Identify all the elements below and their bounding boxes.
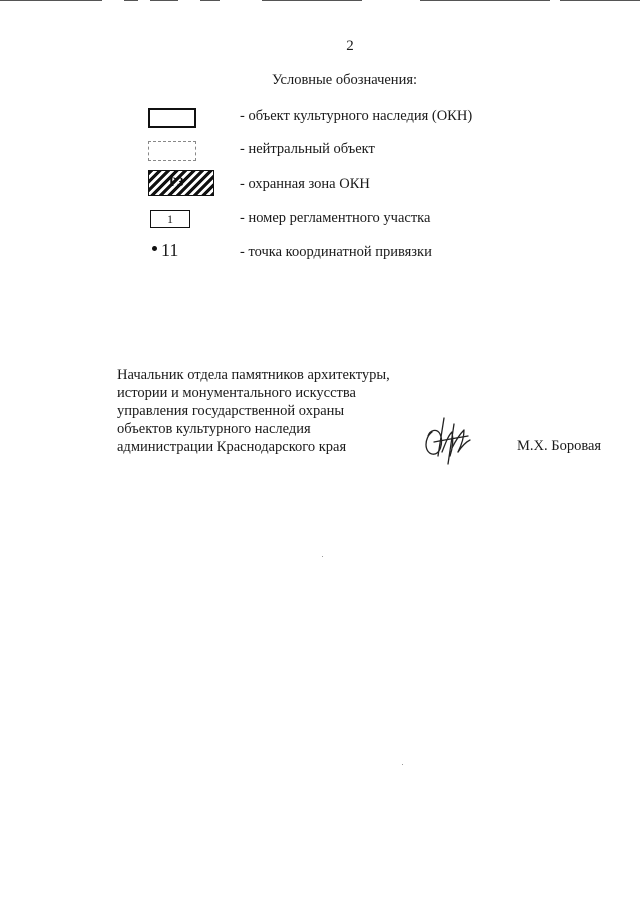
neutral-object-symbol (148, 141, 196, 161)
legend-item-protection-zone (0, 170, 640, 200)
scan-artifact-line (262, 0, 362, 1)
point-number: 11 (161, 240, 179, 260)
scan-speck (322, 556, 323, 557)
signer-name: М.Х. Боровая (517, 438, 602, 454)
legend-item-okn (0, 108, 640, 138)
zone-symbol-label: Р3 (169, 174, 184, 189)
legend-label: - точка координатной привязки (240, 244, 432, 260)
legend-label: - номер регламентного участка (240, 210, 431, 226)
legend-title: Условные обозначения: (272, 72, 418, 88)
position-line: управления государственной охраны (117, 403, 345, 419)
legend-item-neutral (0, 141, 640, 171)
legend-label: - нейтральный объект (240, 141, 375, 157)
legend-label: - объект культурного наследия (ОКН) (240, 108, 473, 124)
position-line: администрации Краснодарского края (117, 439, 347, 455)
position-line: объектов культурного наследия (117, 421, 311, 437)
position-line: Начальник отдела памятников архитектуры, (117, 367, 390, 383)
legend-label: - охранная зона ОКН (240, 176, 370, 192)
scan-artifact-line (420, 0, 550, 1)
hatched-zone-symbol (148, 170, 214, 196)
legend-item-plot-number (0, 210, 640, 240)
scan-artifact-line (124, 0, 138, 1)
scan-artifact-line (150, 0, 178, 1)
plot-number-symbol: 1 (150, 210, 190, 228)
scan-artifact-line (200, 0, 220, 1)
scan-artifact-line (0, 0, 102, 1)
handwritten-signature (418, 412, 474, 468)
point-dot-icon (152, 246, 157, 251)
position-line: истории и монументального искусства (117, 385, 356, 401)
okn-object-symbol (148, 108, 196, 128)
coordinate-point-symbol (152, 240, 202, 264)
scan-speck (402, 764, 403, 765)
signer-position (117, 366, 390, 456)
legend-item-coordinate-point (0, 240, 640, 274)
scan-artifact-line (560, 0, 640, 1)
page-number: 2 (346, 38, 354, 54)
